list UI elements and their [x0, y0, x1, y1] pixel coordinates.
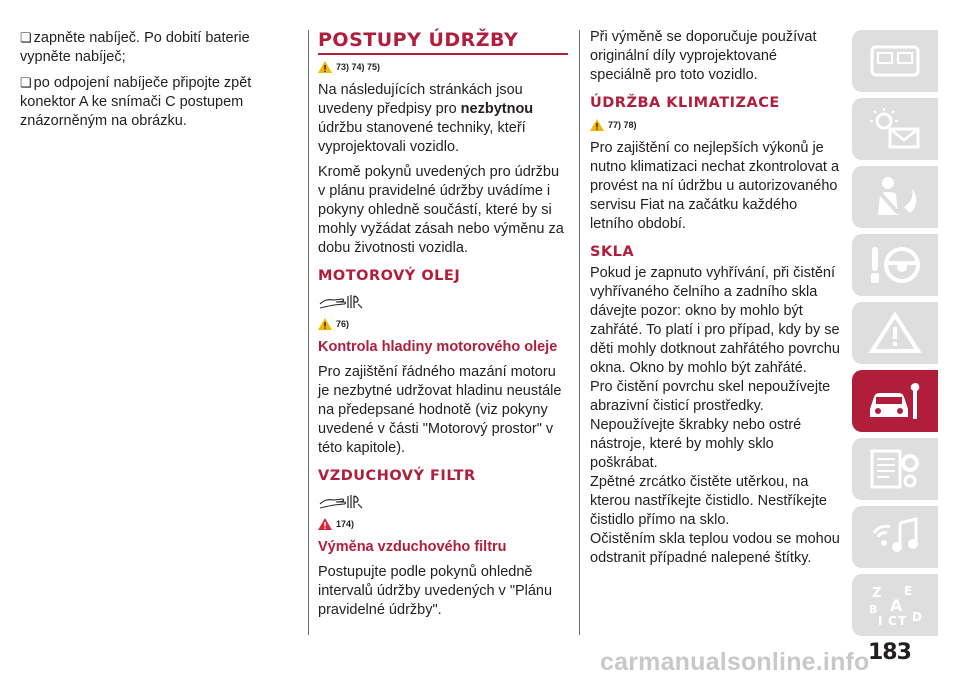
heading-air-filter: VZDUCHOVÝ FILTR	[318, 468, 476, 484]
svg-text:B: B	[869, 603, 878, 616]
warning-lights-icon	[864, 105, 926, 153]
caution-triangle-icon	[590, 119, 604, 131]
warning-refs: 73) 74) 75)	[318, 59, 568, 75]
tab-index[interactable]	[852, 574, 938, 636]
paragraph: Zpětné zrcátko čistěte utěrkou, na kterou nastříkejte čistidlo. Nestříkejte čistidlo přímo na sklo.	[590, 474, 827, 528]
bullet-item: ❏ zapněte nabíječ. Po dobití baterie vypněte nabíječ;	[20, 28, 290, 67]
caution-triangle-icon	[318, 61, 332, 73]
tab-multimedia[interactable]	[852, 506, 938, 568]
heading-engine-oil: MOTOROVÝ OLEJ	[318, 268, 461, 284]
column-2	[318, 28, 568, 626]
column-divider-left	[308, 30, 309, 635]
paragraph: Pro zajištění co nejlepších výkonů je nutno klimatizaci nechat zkontrolovat a provést na ní údržbu u autorizovaného servisu Fiat na začátku každého letního období.	[590, 140, 840, 232]
column-divider-right	[579, 30, 580, 635]
multimedia-icon	[864, 513, 926, 561]
dashboard-icon	[864, 37, 926, 85]
heading-climate-maintenance: ÚDRŽBA KLIMATIZACE	[590, 95, 780, 111]
tab-dashboard[interactable]	[852, 30, 938, 92]
paragraph: Pokud je zapnuto vyhřívání, při čistění vyhřívaného čelního a zadního skla dávejte pozor: okno by mohlo být zahřáté. To platí i pro případ, kdy by se děti mohly dotknout zahřátého povrchu okna. Okno by mohlo být zahřáté.	[590, 265, 840, 376]
warning-refs: 76)	[318, 316, 568, 332]
technical-data-icon	[864, 445, 926, 493]
environment-hand-icon	[318, 290, 364, 312]
paragraph: Nepoužívejte škrabky nebo ostré nástroje, které by mohly sklo poškrábat.	[590, 417, 802, 471]
tab-maintenance[interactable]	[852, 370, 938, 432]
warning-refs: 77) 78)	[590, 117, 840, 133]
svg-text:E: E	[904, 584, 913, 598]
watermark-text: carmanualsonline.info	[600, 648, 870, 676]
svg-text:T: T	[898, 614, 907, 628]
paragraph: Kromě pokynů uvedených pro údržbu v plánu pravidelné údržby uvádíme i pokyny ohledně součástí, které by si mohly vyžádat zásah nebo výměnu za dobu životnosti vozidla.	[318, 164, 564, 256]
tab-safety[interactable]	[852, 166, 938, 228]
paragraph: Očistěním skla teplou vodou se mohou odstranit případné nalepené štítky.	[590, 531, 840, 566]
svg-text:Z: Z	[872, 586, 882, 601]
paragraph: Postupujte podle pokynů ohledně intervalů údržby uvedených v "Plánu pravidelné údržby".	[318, 564, 553, 618]
tab-lights-messages[interactable]	[852, 98, 938, 160]
column-1	[20, 28, 290, 137]
subheading-air-filter-replace: Výměna vzduchového filtru	[318, 539, 507, 555]
danger-triangle-icon	[318, 518, 332, 530]
column-3	[590, 28, 840, 574]
paragraph: Pro zajištění řádného mazání motoru je nezbytné udržovat hladinu neustále na předepsané hodnotě (viz pokyny uvedené v části "Motorový prostor" v této kapitole).	[318, 364, 562, 456]
tab-technical-data[interactable]	[852, 438, 938, 500]
page-number: 183	[868, 640, 911, 665]
tab-driving[interactable]	[852, 234, 938, 296]
paragraph: Pro čistění povrchu skel nepoužívejte abrazivní čisticí prostředky.	[590, 379, 831, 414]
car-wrench-icon	[864, 377, 926, 425]
steering-wheel-icon	[864, 241, 926, 289]
heading-glass: SKLA	[590, 244, 635, 260]
section-title: POSTUPY ÚDRŽBY	[318, 28, 568, 55]
svg-text:I: I	[878, 614, 883, 628]
environment-hand-icon	[318, 490, 364, 512]
emergency-triangle-icon	[864, 309, 926, 357]
caution-triangle-icon	[318, 318, 332, 330]
subheading-oil-check: Kontrola hladiny motorového oleje	[318, 339, 558, 355]
warning-refs: 174)	[318, 516, 568, 532]
seatbelt-icon	[864, 173, 926, 221]
tab-emergency[interactable]	[852, 302, 938, 364]
chapter-nav	[852, 30, 938, 642]
svg-text:C: C	[888, 614, 897, 628]
svg-text:A: A	[890, 596, 903, 615]
index-letters-icon	[864, 581, 926, 629]
paragraph: Na následujících stránkách jsou uvedeny předpisy pro nezbytnou údržbu stanovené techniky, kteří vyprojektovali vozidlo.	[318, 82, 534, 155]
paragraph: Při výměně se doporučuje používat originální díly vyprojektované speciálně pro toto vozidlo.	[590, 29, 817, 83]
bullet-item: ❏ po odpojení nabíječe připojte zpět konektor A ke snímači C postupem znázorněným na obrázku.	[20, 73, 290, 131]
svg-text:D: D	[912, 610, 922, 624]
